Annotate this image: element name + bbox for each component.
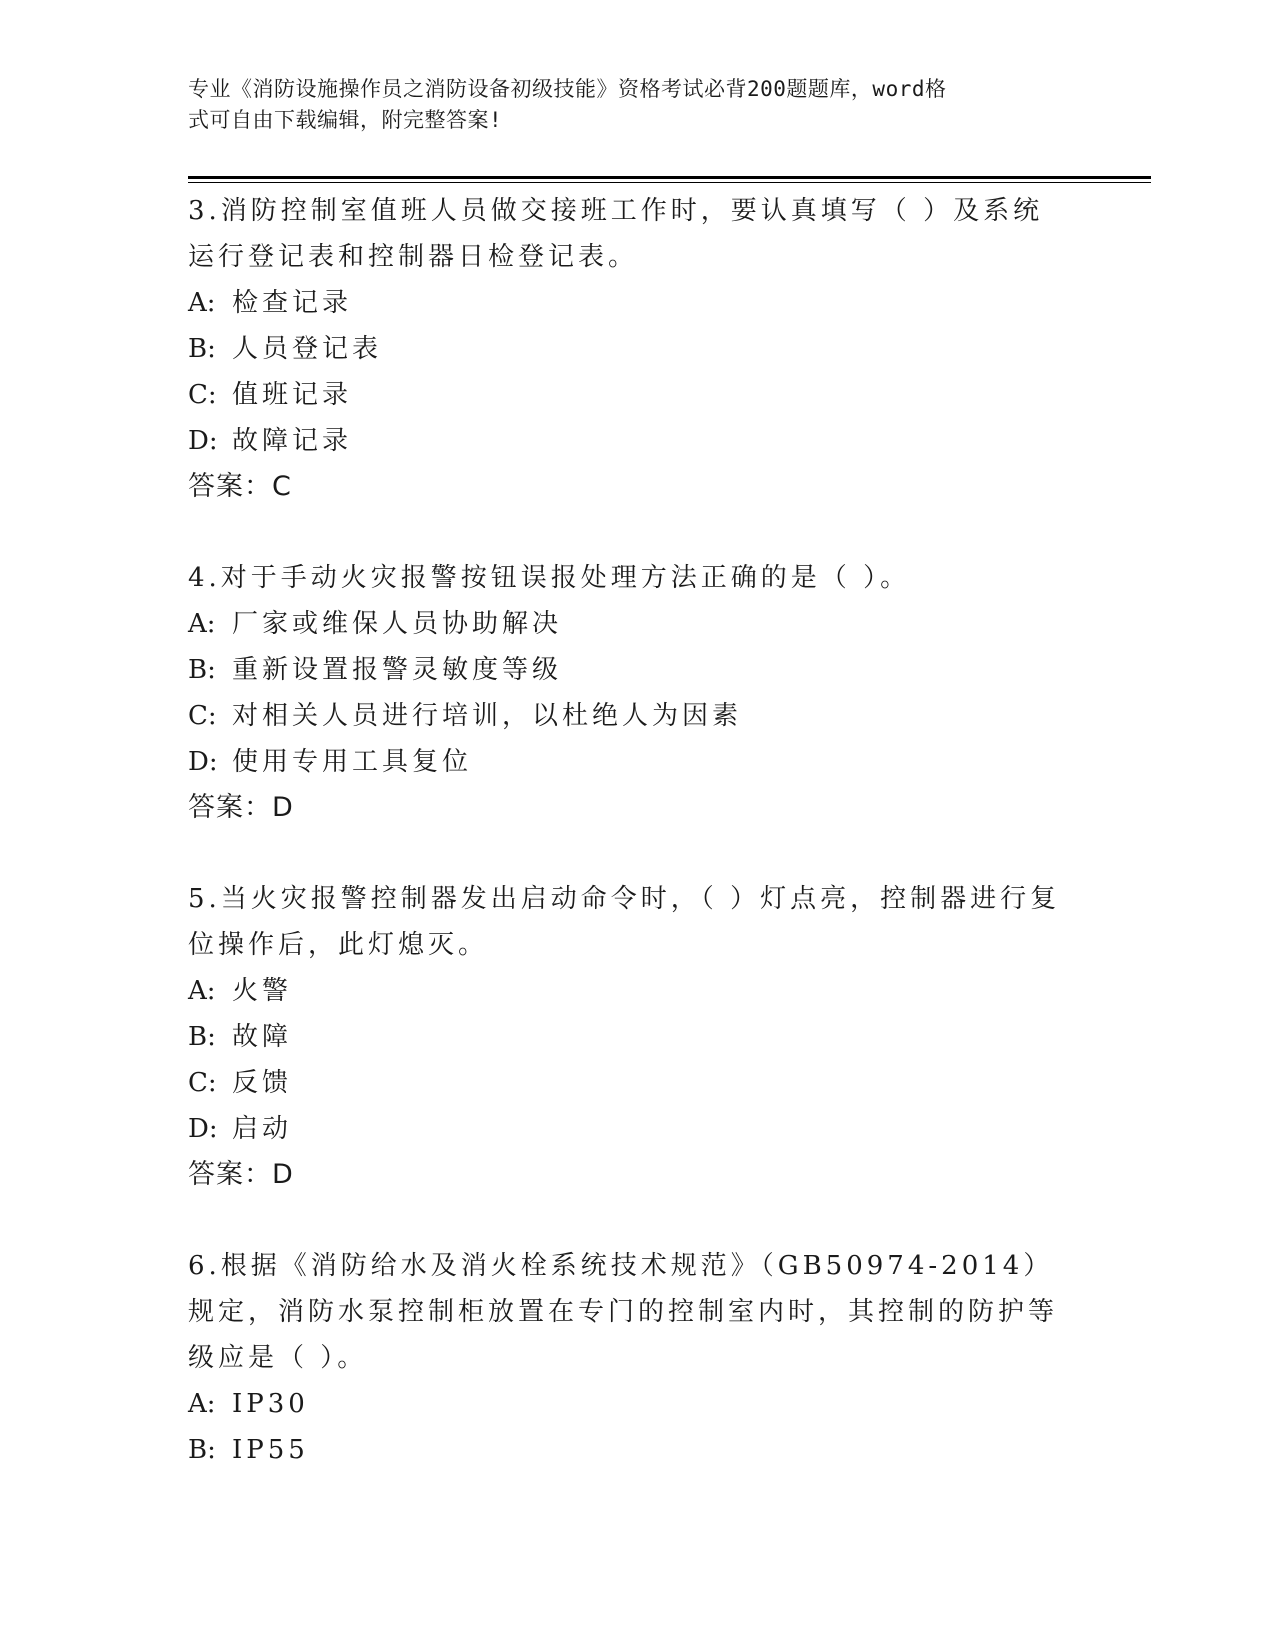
question-stem: 4.对于手动火灾报警按钮误报处理方法正确的是（ ）。 [188, 563, 911, 593]
question-list [188, 188, 1068, 1518]
option-a [188, 601, 1068, 647]
option-b [188, 1014, 1068, 1060]
option-text: 人员登记表 [232, 334, 383, 364]
option-text: 启动 [232, 1114, 293, 1144]
option-a [188, 968, 1068, 1014]
option-label: D: [188, 426, 218, 456]
option-d [188, 418, 1068, 464]
header-line-2: 式可自由下载编辑，附完整答案! [188, 108, 503, 132]
answer-line: 答案：D [188, 1159, 294, 1190]
option-label: A: [188, 976, 216, 1006]
answer-line: 答案：C [188, 471, 292, 502]
option-label: C: [188, 1068, 217, 1098]
option-text: IP30 [232, 1389, 309, 1419]
question-item [188, 555, 1068, 831]
option-b [188, 326, 1068, 372]
option-c [188, 1060, 1068, 1106]
question-stem: 5.当火灾报警控制器发出启动命令时，（ ）灯点亮，控制器进行复位操作后，此灯熄灭。 [188, 884, 1061, 960]
header-line-1: 专业《消防设施操作员之消防设备初级技能》资格考试必背200题题库，word格 [188, 77, 947, 101]
question-stem: 6.根据《消防给水及消火栓系统技术规范》（GB50974-2014）规定，消防水泵控制柜放置在专门的控制室内时，其控制的防护等级应是（ ）。 [188, 1251, 1059, 1373]
header-rule-thick [188, 176, 1151, 179]
option-text: IP55 [232, 1435, 309, 1465]
question-stem: 3.消防控制室值班人员做交接班工作时，要认真填写（ ）及系统运行登记表和控制器日检登记表。 [188, 196, 1044, 272]
option-text: 反馈 [232, 1068, 293, 1098]
option-label: A: [188, 1389, 216, 1419]
option-b [188, 1427, 1068, 1473]
header-rule-thin [188, 182, 1151, 183]
answer-line: 答案：D [188, 792, 294, 823]
option-text: 故障记录 [232, 426, 353, 456]
option-label: C: [188, 701, 217, 731]
option-c [188, 693, 1068, 739]
option-label: A: [188, 609, 216, 639]
question-item [188, 188, 1068, 510]
option-label: C: [188, 380, 217, 410]
option-text: 重新设置报警灵敏度等级 [232, 655, 563, 685]
option-d [188, 739, 1068, 785]
option-text: 火警 [232, 976, 293, 1006]
option-label: A: [188, 288, 216, 318]
option-text: 值班记录 [232, 380, 353, 410]
option-label: B: [188, 655, 216, 685]
option-label: D: [188, 747, 218, 777]
option-text: 故障 [232, 1022, 293, 1052]
option-a [188, 1381, 1068, 1427]
option-b [188, 647, 1068, 693]
option-a [188, 280, 1068, 326]
option-label: B: [188, 1022, 216, 1052]
option-c [188, 372, 1068, 418]
option-label: B: [188, 334, 216, 364]
option-label: B: [188, 1435, 216, 1465]
document-header [188, 74, 1068, 136]
option-text: 使用专用工具复位 [232, 747, 473, 777]
option-text: 检查记录 [232, 288, 353, 318]
option-text: 厂家或维保人员协助解决 [232, 609, 563, 639]
option-d [188, 1106, 1068, 1152]
option-label: D: [188, 1114, 218, 1144]
question-item [188, 1243, 1068, 1473]
question-item [188, 876, 1068, 1198]
option-text: 对相关人员进行培训，以杜绝人为因素 [232, 701, 743, 731]
